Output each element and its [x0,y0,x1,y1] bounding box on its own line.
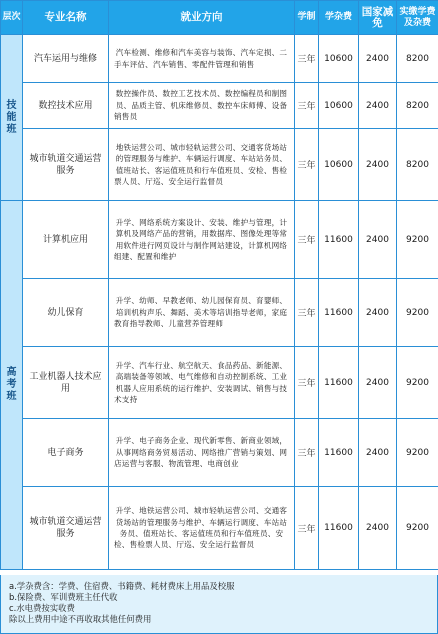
reduction: 2400 [359,487,397,570]
major-name: 工业机器人技术应用 [23,347,109,419]
header-level: 层次 [1,1,23,35]
duration: 三年 [295,201,319,279]
fees: 10600 [319,83,359,129]
table-row [1,129,438,201]
actual-fee: 9200 [397,201,438,279]
reduction: 2400 [359,347,397,419]
duration: 三年 [295,347,319,419]
fees: 11600 [319,347,359,419]
fee-notes [0,575,438,634]
table-row [1,279,438,347]
header-duration: 学制 [295,1,319,35]
header-major: 专业名称 [23,1,109,35]
job-direction: 升学、地铁运营公司、城市轻轨运营公司、交通客货场站的管理服务与维护、车辆运行调度、车站站务员、值班站长、客运值班员和行车值班员、安检、售检票人员、厅巡、安全运行监督员 [109,487,295,570]
job-direction: 汽车检测、维修和汽车美容与装饰、汽车定损、二手车评估、汽车销售、零配件管理和销售 [109,35,295,83]
reduction: 2400 [359,419,397,487]
job-direction: 数控操作员、数控工艺技术员、数控编程员和制图员、品质主管、机床维修员、数控车床师傅、设备销售员 [109,83,295,129]
note-line: c.水电费按实收费 [9,603,75,613]
fees: 10600 [319,129,359,201]
note-line: a.学杂费含：学费、住宿费、书籍费、耗材费床上用品及校服 [9,581,235,591]
fees: 11600 [319,201,359,279]
actual-fee: 9200 [397,419,438,487]
job-direction: 升学、网络系统方案设计、安装、维护与管理，计算机及网络产品的营销，用数据库、图像处理等常用软件进行网页设计与制作网站建设，计算机网络组建、配置和维护 [109,201,295,279]
level-gaokao: 高考班 [1,201,23,570]
duration: 三年 [295,83,319,129]
major-name: 计算机应用 [23,201,109,279]
duration: 三年 [295,35,319,83]
actual-fee: 9200 [397,279,438,347]
job-direction: 升学、幼师、早教老师、幼儿园保育员、育婴师、培训机构声乐、舞蹈、美术等培训指导老师，家庭教育指导教师、儿童营养管理师 [109,279,295,347]
actual-fee: 9200 [397,487,438,570]
table-row [1,419,438,487]
fees: 10600 [319,35,359,83]
header-fees: 学杂费 [319,1,359,35]
actual-fee: 8200 [397,129,438,201]
note-line: b.保险费、军训费班主任代收 [9,592,118,602]
reduction: 2400 [359,129,397,201]
major-name: 数控技术应用 [23,83,109,129]
duration: 三年 [295,487,319,570]
major-name: 汽车运用与维修 [23,35,109,83]
reduction: 2400 [359,35,397,83]
note-line: 除以上费用中途不再收取其他任何费用 [9,614,152,624]
fees: 11600 [319,487,359,570]
actual-fee: 9200 [397,347,438,419]
reduction: 2400 [359,279,397,347]
reduction: 2400 [359,83,397,129]
major-name: 城市轨道交通运营服务 [23,487,109,570]
actual-fee: 8200 [397,35,438,83]
major-name: 电子商务 [23,419,109,487]
job-direction: 升学、电子商务企业、现代新零售、新商业领域，从事网络商务贸易活动、网络推广营销与策划、网店运营与客服、物流管理、电商创业 [109,419,295,487]
duration: 三年 [295,419,319,487]
table-row [1,347,438,419]
table-row [1,83,438,129]
table-row [1,201,438,279]
level-skill: 技能班 [1,35,23,201]
header-row [1,1,438,35]
major-name: 城市轨道交通运营服务 [23,129,109,201]
reduction: 2400 [359,201,397,279]
actual-fee: 8200 [397,83,438,129]
table-row [1,487,438,570]
table-row [1,35,438,83]
header-direction: 就业方向 [109,1,295,35]
header-actual: 实缴学费及杂费 [397,1,438,35]
major-name: 幼儿保育 [23,279,109,347]
duration: 三年 [295,129,319,201]
header-reduction: 国家减免 [359,1,397,35]
fees: 11600 [319,419,359,487]
job-direction: 升学、汽车行业、航空航天、食品药品、新能源、高端装备等领域、电气维修和自动控制系统、工业机器人应用系统的运行维护、安装调试、销售与技术支持 [109,347,295,419]
fees: 11600 [319,279,359,347]
job-direction: 地铁运营公司、城市轻轨运营公司、交通客货场站的管理服务与维护、车辆运行调度、车站站务员、值班站长、客运值班员和行车值班员、安检、售检票人员、厅巡、安全运行监督员 [109,129,295,201]
duration: 三年 [295,279,319,347]
